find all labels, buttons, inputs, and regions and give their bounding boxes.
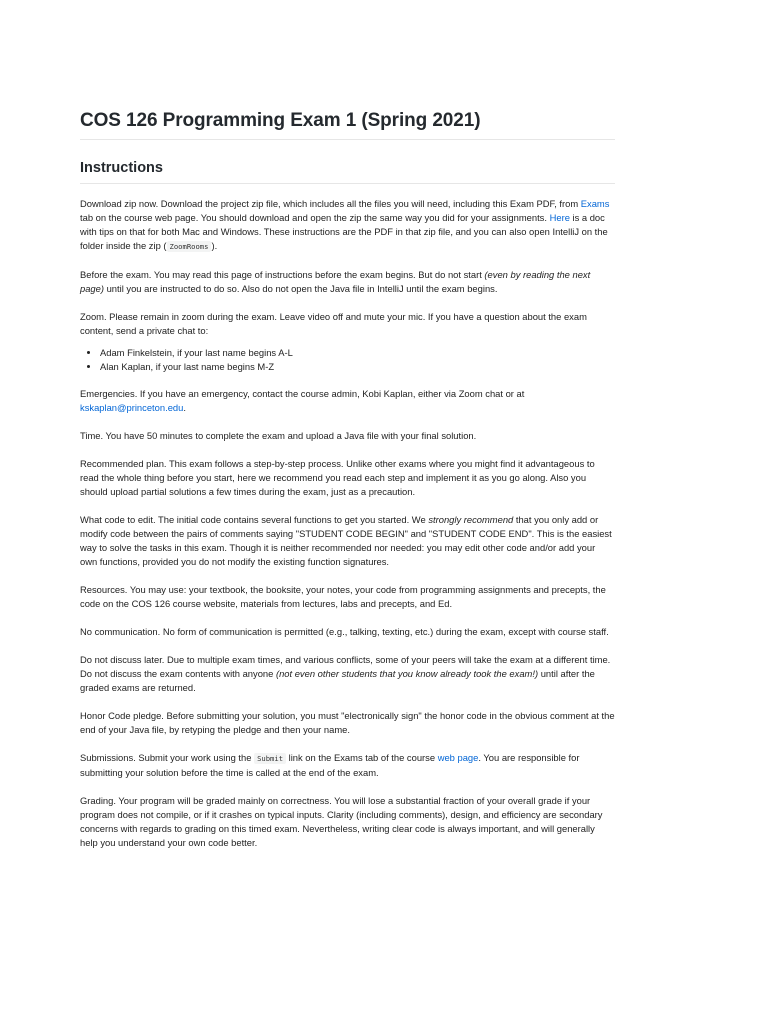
zoom-lead: Zoom. [80,311,107,322]
zoom-paragraph [80,310,615,338]
honor-text: Before submitting your solution, you must "electronically sign" the honor code in the obvious comment at the end of your Java file, by retyping the pledge and then your name. [80,710,615,735]
submissions-text-2: link on the Exams tab of the course [286,752,438,763]
resources-lead: Resources. [80,584,128,595]
code-edit-text-2: that you only add or modify code between the pairs of comments saying "STUDENT CODE BEGIN" and "STUDENT CODE END". This is the easiest way to solve the tasks in this exam. Though it is neither recommended nor needed: you may edit other code and/or add your own functions, provided you do not modify the existing function signatures. [80,514,612,567]
grading-text: Your program will be graded mainly on correctness. You will lose a substantial fraction of your overall grade if your program does not compile, or if it crashes on typical inputs. Clarity (including comments), design, and efficiency are secondary concerns with regards to grading on this timed exam. Nevertheless, writing clear code is always important, and will generally help you understand your own code better. [80,795,603,848]
do-not-discuss-paragraph [80,653,615,695]
download-text-3: is a doc with tips on that for both Mac and Windows. These instructions are the PDF in that zip file, and you can also open IntelliJ on the folder inside the zip ( [80,212,608,251]
plan-lead: Recommended plan. [80,458,167,469]
time-paragraph [80,429,615,443]
contact-list [80,346,615,374]
list-item: • Alan Kaplan, if your last name begins M-Z [100,360,615,374]
download-paragraph [80,197,615,254]
download-text-2: tab on the course web page. You should download and open the zip the same way you did for your assignments. [80,212,550,223]
emergencies-paragraph [80,387,615,415]
submit-code: Submit [254,753,286,764]
discuss-text-1: Due to multiple exam times, and various conflicts, some of your peers will take the exam at a different time. Do not discuss the exam contents with anyone [80,654,611,679]
instructions-body [80,197,615,864]
title-divider [80,139,615,140]
grading-lead: Grading. [80,795,116,806]
before-exam-paragraph [80,268,615,296]
honor-lead: Honor Code pledge. [80,710,164,721]
admin-email-link[interactable]: kskaplan@princeton.edu [80,402,184,413]
download-text-1: Download the project zip file, which includes all the files you will need, including this Exam PDF, from [158,198,581,209]
section-divider [80,183,615,184]
code-to-edit-paragraph [80,513,615,569]
discuss-text-2: until after the graded exams are returned. [80,668,595,693]
code-edit-text-1: The initial code contains several functions to get you started. We [155,514,429,525]
zoom-text: Please remain in zoom during the exam. Leave video off and mute your mic. If you have a question about the exam content, send a private chat to: [80,311,587,336]
resources-paragraph [80,583,615,611]
code-edit-lead: What code to edit. [80,514,156,525]
submissions-text-1: Submit your work using the [135,752,255,763]
here-doc-link[interactable]: Here [549,212,570,223]
code-edit-emphasis: strongly recommend [428,514,514,525]
no-comm-lead: No communication. [80,626,161,637]
before-exam-text-1: You may read this page of instructions before the exam begins. But do not start [151,269,485,280]
before-exam-emphasis: (even by reading the next page) [80,269,591,294]
no-communication-paragraph [80,625,615,639]
page-title: COS 126 Programming Exam 1 (Spring 2021) [80,110,481,131]
honor-code-paragraph [80,709,615,737]
submissions-lead: Submissions. [80,752,136,763]
before-exam-lead: Before the exam. [80,269,152,280]
before-exam-text-2: until you are instructed to do so. Also do not open the Java file in IntelliJ until the exam begins. [103,283,498,294]
time-lead: Time. [80,430,104,441]
zoomrooms-code: ZoomRooms [167,241,212,252]
submissions-text-3: . You are responsible for submitting your solution before the time is called at the end of the exam. [80,752,580,778]
grading-paragraph [80,794,615,850]
recommended-plan-paragraph [80,457,615,499]
download-lead: Download zip now. [80,198,159,209]
list-item: • Adam Finkelstein, if your last name begins A-L [100,346,615,360]
section-heading: Instructions [80,160,163,176]
exams-tab-link[interactable]: Exams [580,198,610,209]
resources-text: You may use: your textbook, the booksite, your notes, your code from programming assignments and precepts, the code on the COS 126 course website, materials from lectures, labs and precepts, and Ed. [80,584,606,609]
discuss-emphasis: (not even other students that you know already took the exam!) [275,668,539,679]
download-text-4: ). [211,240,218,251]
plan-text: This exam follows a step-by-step process. Unlike other exams where you might find it advantageous to read the whole thing before you start, here we recommend you read each step and implement it as you go along. Also you should upload partial solutions a few times during the exam, just as a precaution. [80,458,595,497]
emergencies-lead: Emergencies. [80,388,138,399]
web-page-link[interactable]: web page [437,752,479,763]
emergencies-text-1: If you have an emergency, contact the course admin, Kobi Kaplan, either via Zoom chat or at [137,388,525,399]
discuss-lead: Do not discuss later. [80,654,165,665]
no-comm-text: No form of communication is permitted (e.g., talking, texting, etc.) during the exam, except with course staff. [160,626,609,637]
time-text: You have 50 minutes to complete the exam and upload a Java file with your final solution. [103,430,477,441]
submissions-paragraph [80,751,615,780]
emergencies-text-2: . [183,402,186,413]
